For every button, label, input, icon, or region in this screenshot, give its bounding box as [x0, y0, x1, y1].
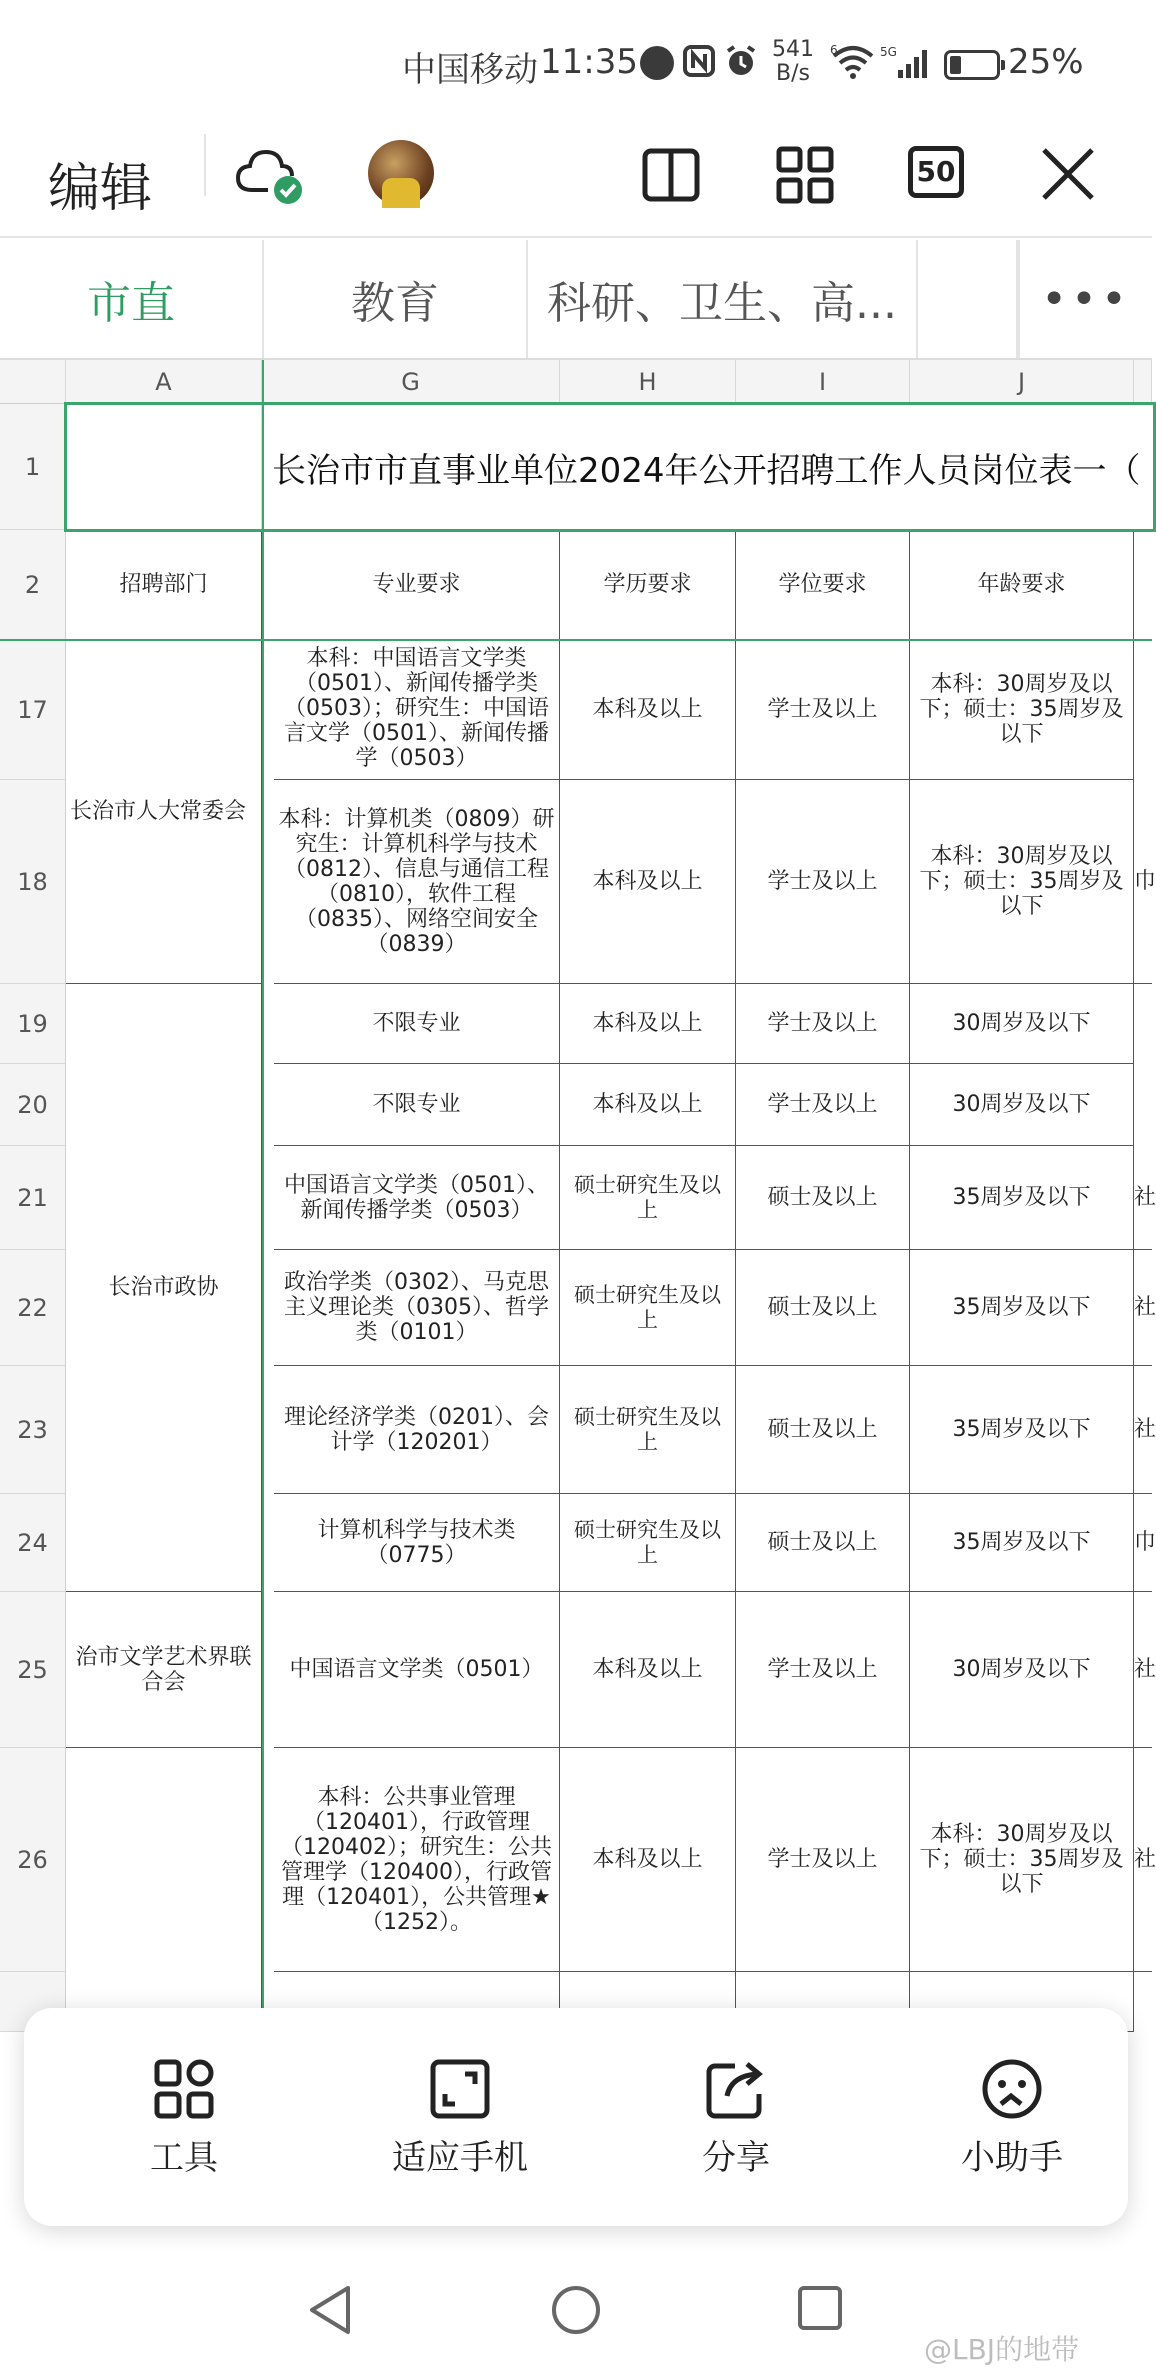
- cell-degree-22[interactable]: 硕士及以上: [736, 1250, 910, 1366]
- carrier-label: 中国移动: [402, 50, 538, 90]
- col-header-g[interactable]: G: [262, 360, 560, 404]
- col-header-h[interactable]: H: [560, 360, 736, 404]
- header-degree[interactable]: 学位要求: [736, 530, 910, 640]
- cell-age-26[interactable]: 本科：30周岁及以下；硕士：35周岁及以下: [910, 1748, 1134, 1972]
- cell-a1[interactable]: [66, 404, 262, 530]
- cell-education-20[interactable]: 本科及以上: [560, 1064, 736, 1146]
- cell-age-24[interactable]: 35周岁及以下: [910, 1494, 1134, 1592]
- watermark-text: @LBJ的地带: [924, 2333, 1080, 2366]
- frozen-column-divider: [262, 360, 264, 2010]
- assistant-icon: [981, 2058, 1043, 2120]
- cell-age-25[interactable]: 30周岁及以下: [910, 1592, 1134, 1748]
- cell-age-22[interactable]: 35周岁及以下: [910, 1250, 1134, 1366]
- tab-empty[interactable]: [918, 240, 1018, 358]
- nav-home-icon[interactable]: [550, 2284, 602, 2340]
- cell-degree-19[interactable]: 学士及以上: [736, 984, 910, 1064]
- cell-degree-18[interactable]: 学士及以上: [736, 780, 910, 984]
- spreadsheet-grid[interactable]: [0, 360, 1156, 2010]
- cell-degree-23[interactable]: 硕士及以上: [736, 1366, 910, 1494]
- nav-back-icon[interactable]: [306, 2284, 354, 2340]
- signal-badge: 5G: [880, 45, 897, 59]
- menu-fit-screen-label: 适应手机: [392, 2138, 528, 2178]
- grid-view-icon[interactable]: [776, 146, 834, 208]
- frozen-row-divider: [0, 639, 1152, 641]
- cell-major-18[interactable]: 本科：计算机类（0809）研究生：计算机科学与技术（0812）、信息与通信工程（0810），软件工程（0835）、网络空间安全（0839）: [274, 780, 560, 984]
- cell-degree-21[interactable]: 硕士及以上: [736, 1146, 910, 1250]
- cloud-synced-icon[interactable]: [234, 142, 308, 210]
- cell-major-20[interactable]: 不限专业: [274, 1064, 560, 1146]
- page-count-badge[interactable]: 50: [908, 146, 964, 198]
- cell-degree-17[interactable]: 学士及以上: [736, 640, 910, 780]
- row-header-25[interactable]: 25: [0, 1592, 66, 1748]
- cell-degree-20[interactable]: 学士及以上: [736, 1064, 910, 1146]
- net-speed-unit: B/s: [776, 61, 810, 86]
- row-header-19[interactable]: 19: [0, 984, 66, 1064]
- cell-education-21[interactable]: 硕士研究生及以上: [560, 1146, 736, 1250]
- media-play-icon: [640, 46, 674, 80]
- cell-degree-24[interactable]: 硕士及以上: [736, 1494, 910, 1592]
- dept-renda[interactable]: 长治市人大常委会: [66, 640, 262, 984]
- col-header-a[interactable]: A: [66, 360, 262, 404]
- battery-percent: 25%: [1008, 42, 1084, 82]
- user-avatar[interactable]: [368, 140, 434, 206]
- nfc-icon: [682, 44, 716, 82]
- row-header-24[interactable]: 24: [0, 1494, 66, 1592]
- cell-education-24[interactable]: 硕士研究生及以上: [560, 1494, 736, 1592]
- cell-education-25[interactable]: 本科及以上: [560, 1592, 736, 1748]
- cell-extra-18[interactable]: 巾: [1134, 780, 1152, 984]
- tab-keyan[interactable]: 科研、卫生、高...: [528, 240, 918, 358]
- status-bar: [0, 0, 1152, 120]
- row-header-1[interactable]: 1: [0, 404, 66, 530]
- cell-extra-22[interactable]: 社: [1134, 1250, 1152, 1366]
- cell-extra-24[interactable]: 巾: [1134, 1494, 1152, 1592]
- cell-age-19[interactable]: 30周岁及以下: [910, 984, 1134, 1064]
- row-header-2[interactable]: 2: [0, 530, 66, 640]
- cell-education-18[interactable]: 本科及以上: [560, 780, 736, 984]
- row-header-20[interactable]: 20: [0, 1064, 66, 1146]
- network-speed: [772, 38, 814, 86]
- dept-row26[interactable]: [66, 1748, 262, 2038]
- close-icon[interactable]: [1040, 146, 1096, 206]
- sheet-tab-bar: [0, 240, 1152, 360]
- net-speed-value: 541: [772, 37, 814, 62]
- row-header-17[interactable]: 17: [0, 640, 66, 780]
- row-header-22[interactable]: 22: [0, 1250, 66, 1366]
- row-header-23[interactable]: 23: [0, 1366, 66, 1494]
- alarm-icon: [724, 44, 758, 82]
- cell-education-26[interactable]: 本科及以上: [560, 1748, 736, 1972]
- menu-fit-screen[interactable]: [360, 2058, 560, 2179]
- cell-extra-26[interactable]: 社: [1134, 1748, 1152, 1972]
- notification-icons: [640, 44, 758, 82]
- more-tabs-icon[interactable]: •••: [1018, 240, 1152, 358]
- cell-age-23[interactable]: 35周岁及以下: [910, 1366, 1134, 1494]
- header-age[interactable]: 年龄要求: [910, 530, 1134, 640]
- header-education[interactable]: 学历要求: [560, 530, 736, 640]
- dept-zhengxie[interactable]: 长治市政协: [66, 984, 262, 1592]
- share-icon: [705, 2058, 767, 2120]
- menu-share-label: 分享: [702, 2138, 770, 2178]
- cell-education-19[interactable]: 本科及以上: [560, 984, 736, 1064]
- cell-extra-25[interactable]: 社: [1134, 1592, 1152, 1748]
- col-header-i[interactable]: I: [736, 360, 910, 404]
- cell-age-21[interactable]: 35周岁及以下: [910, 1146, 1134, 1250]
- bottom-action-menu: [24, 2008, 1128, 2226]
- cell-major-24[interactable]: 计算机科学与技术类（0775）: [274, 1494, 560, 1592]
- tools-icon: [153, 2058, 215, 2120]
- cell-extra-23[interactable]: 社: [1134, 1366, 1152, 1494]
- cell-major-23[interactable]: 理论经济学类（0201）、会计学（120201）: [274, 1366, 560, 1494]
- menu-tools-label: 工具: [150, 2138, 218, 2178]
- col-header-k[interactable]: [1134, 360, 1152, 404]
- clock: 11:35: [540, 42, 638, 82]
- col-header-j[interactable]: J: [910, 360, 1134, 404]
- toolbar-divider: [204, 134, 206, 196]
- battery-icon: [944, 50, 1000, 80]
- split-view-icon[interactable]: [642, 146, 700, 208]
- cell-major-25[interactable]: 中国语言文学类（0501）: [274, 1592, 560, 1748]
- header-extra[interactable]: [1134, 530, 1152, 640]
- header-major[interactable]: 专业要求: [274, 530, 560, 640]
- fit-screen-icon: [429, 2058, 491, 2120]
- wifi-icon: [830, 44, 876, 84]
- cell-degree-25[interactable]: 学士及以上: [736, 1592, 910, 1748]
- cell-education-22[interactable]: 硕士研究生及以上: [560, 1250, 736, 1366]
- cell-education-23[interactable]: 硕士研究生及以上: [560, 1366, 736, 1494]
- row-header-26[interactable]: 26: [0, 1748, 66, 1972]
- menu-assistant-label: 小助手: [961, 2138, 1063, 2178]
- cell-extra-21[interactable]: 社: [1134, 1146, 1152, 1250]
- wifi-badge: 6: [830, 43, 838, 57]
- cell-major-21[interactable]: 中国语言文学类（0501）、新闻传播学类（0503）: [274, 1146, 560, 1250]
- menu-share[interactable]: [636, 2058, 836, 2179]
- header-dept[interactable]: 招聘部门: [66, 530, 262, 640]
- edit-button[interactable]: 编辑: [48, 159, 153, 219]
- cell-major-17[interactable]: 本科：中国语言文学类（0501）、新闻传播学类（0503）；研究生：中国语言文学（0501）、新闻传播学（0503）: [274, 610, 560, 780]
- cell-age-17[interactable]: 本科：30周岁及以下；硕士：35周岁及以下: [910, 640, 1134, 780]
- cell-major-22[interactable]: 政治学类（0302）、马克思主义理论类（0305）、哲学类（0101）: [274, 1250, 560, 1366]
- cell-education-17[interactable]: 本科及以上: [560, 640, 736, 780]
- cell-major-26[interactable]: 本科：公共事业管理（120401），行政管理（120402）；研究生：公共管理学（120400），行政管理（120401），公共管理★（1252）。: [274, 1748, 560, 1972]
- corner-cell[interactable]: [0, 360, 66, 404]
- menu-tools[interactable]: [84, 2058, 284, 2179]
- cell-age-20[interactable]: 30周岁及以下: [910, 1064, 1134, 1146]
- cell-degree-26[interactable]: 学士及以上: [736, 1748, 910, 1972]
- signal-icon: [880, 44, 932, 84]
- cell-age-18[interactable]: 本科：30周岁及以下；硕士：35周岁及以下: [910, 780, 1134, 984]
- battery-fill: [950, 56, 961, 74]
- nav-recents-icon[interactable]: [796, 2284, 844, 2336]
- sheet-title[interactable]: 长治市市直事业单位2024年公开招聘工作人员岗位表一（: [272, 450, 1141, 491]
- cell-major-19[interactable]: 不限专业: [274, 984, 560, 1064]
- app-toolbar: [0, 120, 1152, 238]
- dept-wenlian[interactable]: 治市文学艺术界联合会: [66, 1592, 262, 1748]
- row-header-18[interactable]: 18: [0, 780, 66, 984]
- row-header-21[interactable]: 21: [0, 1146, 66, 1250]
- menu-assistant[interactable]: [912, 2058, 1112, 2179]
- tab-jiaoyu[interactable]: 教育: [264, 240, 528, 358]
- tab-shizhi[interactable]: 市直: [0, 240, 264, 358]
